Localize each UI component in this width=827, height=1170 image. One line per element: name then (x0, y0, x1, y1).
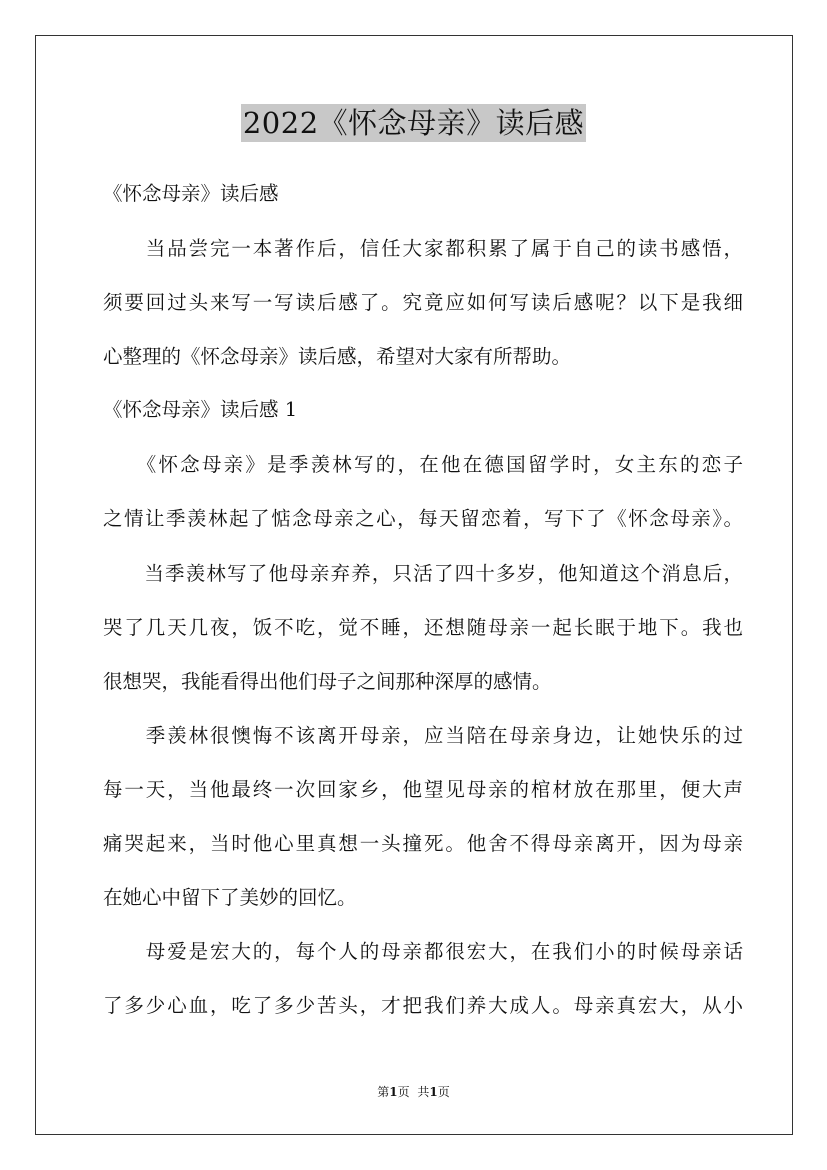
page-footer (0, 1084, 827, 1100)
document-title: 2022《怀念母亲》读后感 (242, 106, 585, 140)
text-line: 须要回过头来写一写读后感了。究竟应如何写读后感呢？以下是我细 (103, 291, 743, 314)
text-line: 每一天，当他最终一次回家乡，他望见母亲的棺材放在那里，便大声 (103, 778, 743, 801)
text-line: 《怀念母亲》是季羡林写的，在他在德国留学时，女主东的恋子 (103, 453, 743, 476)
subtitle-line: 《怀念母亲》读后感 (103, 182, 279, 205)
text-line: 痛哭起来，当时他心里真想一头撞死。他舍不得母亲离开，因为母亲 (103, 832, 743, 855)
title-container (0, 104, 827, 142)
total-pages: 1 (429, 1085, 438, 1099)
page-number: 1 (389, 1085, 398, 1099)
section-heading: 《怀念母亲》读后感 1 (103, 398, 298, 421)
page-prefix: 第 (377, 1085, 390, 1099)
page-suffix: 页 (397, 1085, 410, 1099)
text-line: 很想哭，我能看得出他们母子之间那种深厚的感情。 (103, 670, 552, 693)
text-line: 了多少心血，吃了多少苦头，才把我们养大成人。母亲真宏大，从小 (103, 994, 743, 1017)
text-line: 当季羡林写了他母亲弃养，只活了四十多岁，他知道这个消息后， (103, 562, 743, 585)
total-prefix: 共 (417, 1085, 430, 1099)
text-line: 心整理的《怀念母亲》读后感，希望对大家有所帮助。 (103, 345, 572, 368)
text-line: 季羡林很懊悔不该离开母亲，应当陪在母亲身边，让她快乐的过 (103, 724, 743, 747)
text-line: 当品尝完一本著作后，信任大家都积累了属于自己的读书感悟， (103, 237, 743, 260)
text-line: 之情让季羡林起了惦念母亲之心，每天留恋着，写下了《怀念母亲》。 (103, 507, 743, 530)
text-line: 母爱是宏大的，每个人的母亲都很宏大，在我们小的时候母亲话 (103, 940, 743, 963)
total-suffix: 页 (437, 1085, 450, 1099)
text-line: 哭了几天几夜，饭不吃，觉不睡，还想随母亲一起长眠于地下。我也 (103, 616, 743, 639)
text-line: 在她心中留下了美妙的回忆。 (103, 886, 357, 909)
